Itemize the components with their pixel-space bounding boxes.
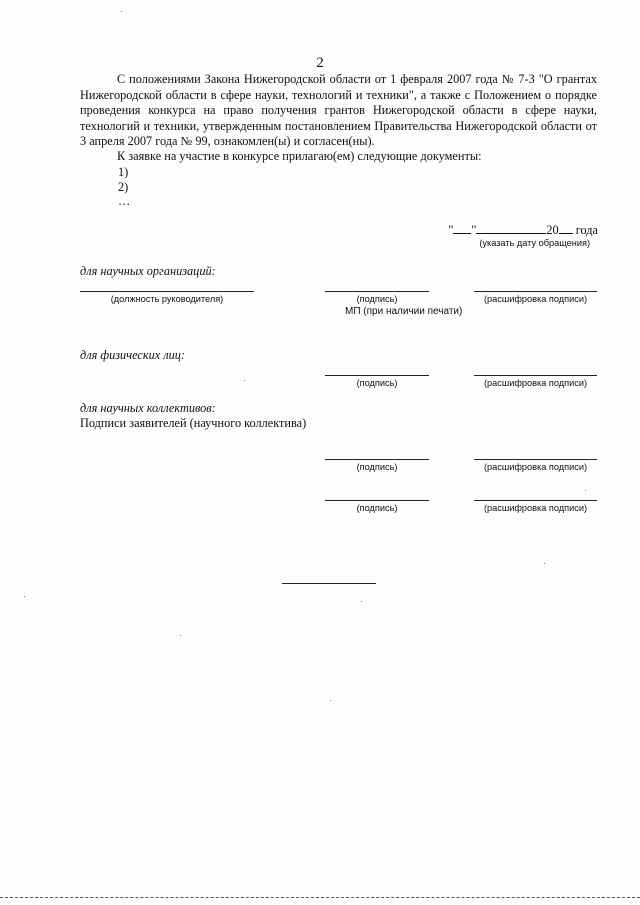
decoding-caption: (расшифровка подписи) bbox=[483, 294, 588, 304]
list-item: 2) bbox=[118, 180, 129, 194]
scan-speck bbox=[544, 563, 545, 564]
signature-line bbox=[325, 500, 429, 501]
signature-line bbox=[325, 375, 429, 376]
decoding-line bbox=[474, 459, 597, 460]
signature-line bbox=[325, 291, 429, 292]
date-close-quote: " bbox=[471, 223, 477, 237]
individuals-label: для физических лиц: bbox=[80, 348, 186, 362]
decoding-caption: (расшифровка подписи) bbox=[483, 462, 588, 472]
decoding-caption: (расшифровка подписи) bbox=[483, 378, 588, 388]
list-item: 1) bbox=[118, 165, 129, 179]
signature-line bbox=[325, 459, 429, 460]
scan-speck bbox=[180, 635, 181, 636]
day-blank bbox=[453, 222, 471, 234]
decoding-line bbox=[474, 500, 597, 501]
collectives-label: для научных коллективов: bbox=[80, 401, 216, 415]
year-suffix: года bbox=[575, 223, 598, 237]
closing-rule bbox=[282, 583, 376, 584]
organizations-label: для научных организаций: bbox=[80, 264, 216, 278]
position-caption: (должность руководителя) bbox=[110, 294, 224, 304]
date-caption: (указать дату обращения) bbox=[479, 238, 590, 248]
scan-speck bbox=[121, 11, 122, 12]
collectives-subtitle: Подписи заявителей (научного коллектива) bbox=[80, 416, 307, 430]
year-blank bbox=[559, 222, 573, 234]
signature-caption: (подпись) bbox=[356, 294, 398, 304]
scan-speck bbox=[585, 490, 586, 491]
scan-speck bbox=[24, 596, 25, 597]
intro-paragraph: С положениями Закона Нижегородской области от 1 февраля 2007 года № 7-З "О грантах Нижегородской области в сфере науки, технологий и техники", а также с Положением о порядке проведения конкурса на право получения грантов Нижегородской области в сфере науки, технологий и техники, утвержденным постановлением Правительства Нижегородской области от 3 апреля 2007 года № 99, ознакомлен(ы) и согласен(ны). bbox=[80, 72, 597, 149]
page-number: 2 bbox=[316, 55, 324, 71]
decoding-line bbox=[474, 291, 597, 292]
scan-speck bbox=[330, 700, 331, 701]
scan-speck bbox=[361, 601, 362, 602]
list-item: … bbox=[118, 194, 131, 208]
decoding-line bbox=[474, 375, 597, 376]
scan-edge bbox=[0, 897, 640, 898]
position-line bbox=[80, 291, 254, 292]
stamp-note: МП (при наличии печати) bbox=[345, 306, 463, 317]
signature-caption: (подпись) bbox=[356, 378, 398, 388]
signature-caption: (подпись) bbox=[356, 503, 398, 513]
attachments-paragraph: К заявке на участие в конкурсе прилагаю(ем) следующие документы: bbox=[117, 149, 482, 163]
month-blank bbox=[476, 222, 546, 234]
date-open-quote: " bbox=[448, 223, 454, 237]
date-line bbox=[448, 222, 598, 238]
scan-speck bbox=[244, 380, 245, 381]
year-prefix: 20 bbox=[546, 223, 559, 237]
signature-caption: (подпись) bbox=[356, 462, 398, 472]
decoding-caption: (расшифровка подписи) bbox=[483, 503, 588, 513]
